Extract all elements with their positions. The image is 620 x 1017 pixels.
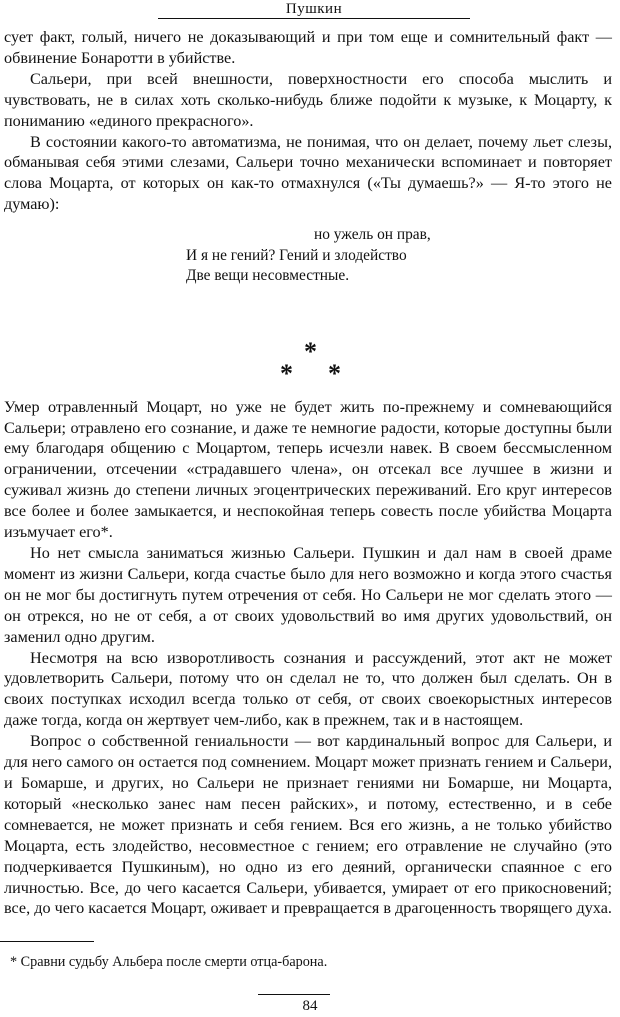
- paragraph: Вопрос о собственной гениальности — вот кардинальный вопрос для Сальери, и для него самого он остается под сомнением. Моцарт может признать гением и Сальери, и Бомарше, и других, но Сальери не признает гениями ни Бомарше, ни Моцарта, который «несколько занес нам песен райских», и потому, естественно, и в себе сомневается, не может признать и себя гением. Вся его жизнь, а не только убийство Моцарта, есть злодейство, несовместное с гением; его отравление не случайно (это подчеркивается Пушкиным), но одно из его деяний, органически спаянное с его личностью. Все, до чего касается Сальери, убивается, умирает от его прикосновений; все, до чего касается Моцарт, оживает и превращается в драгоценность творящего духа.: [4, 732, 612, 918]
- folio-rule: [258, 994, 330, 995]
- paragraph: Сальери, при всей внешности, поверхностности его способа мыслить и чувствовать, не в силах хоть сколько-нибудь ближе подойти к музыке, к Моцарту, к пониманию «единого прекрасного».: [4, 69, 612, 130]
- verse-line: но ужель он прав,: [314, 226, 431, 244]
- main-text: [4, 27, 612, 919]
- footnote-rule: [0, 941, 94, 942]
- page-number: 84: [302, 998, 318, 1014]
- verse-line: Две вещи несовместные.: [186, 267, 350, 285]
- section-break-asterism: [4, 336, 612, 388]
- asterisk-left: *: [280, 358, 293, 388]
- verse-line: И я не гений? Гений и злодейство: [186, 246, 407, 264]
- footnote: * Сравни судьбу Альбера после смерти отца-барона.: [10, 954, 328, 970]
- verse-quote: [186, 225, 612, 287]
- paragraph: Умер отравленный Моцарт, но уже не будет жить по-прежнему и сомневающийся Сальери; отравлено его сознание, и даже те немногие радости, которые доступны были ему благодаря общению с Моцартом, теперь исчезли навек. В своем бессмысленном ограничении, отсечении «страдавшего члена», он отсекал все лучшее в жизни и суживал жизнь до степени личных эгоцентрических переживаний. Его круг интересов все более и более замыкается, и неспокойная теперь совесть после убийства Моцарта изъмучает его*.: [4, 397, 612, 542]
- paragraph: сует факт, голый, ничего не доказывающий и при том еще и сомнительный факт — обвинение Бонаротти в убийстве.: [4, 28, 612, 67]
- asterisk-right: *: [328, 358, 341, 388]
- running-head: Пушкин: [158, 0, 470, 19]
- paragraph: Но нет смысла заниматься жизнью Сальери. Пушкин и дал нам в своей драме момент из жизни Сальери, когда счастье было для него возможно и когда этого счастья он не мог бы достигнуть путем отречения от себя. Но Сальери не мог сделать этого — он отрекся, но не от себя, а от своих удовольствий во имя других удовольствий, он заменил одно другим.: [4, 544, 612, 646]
- paragraph: Несмотря на всю изворотливость сознания и рассуждений, этот акт не может удовлетворить Сальери, потому что он сделал не то, что должен был сделать. Он в своих поступках исходил всегда только от себя, от своих своекорыстных интересов даже тогда, когда он жертвует чем-либо, как в прежнем, так и в настоящем.: [4, 648, 612, 730]
- bottom-paragraphs: [4, 397, 612, 920]
- asterisk-top: *: [304, 336, 317, 366]
- paragraph: В состоянии какого-то автоматизма, не понимая, что он делает, почему льет слезы, обманывая себя этими слезами, Сальери точно механически вспоминает и повторяет слова Моцарта, от которых он как-то отмахнулся («Ты думаешь?» — Я-то этого не думаю):: [4, 132, 612, 214]
- top-paragraphs: [4, 27, 612, 215]
